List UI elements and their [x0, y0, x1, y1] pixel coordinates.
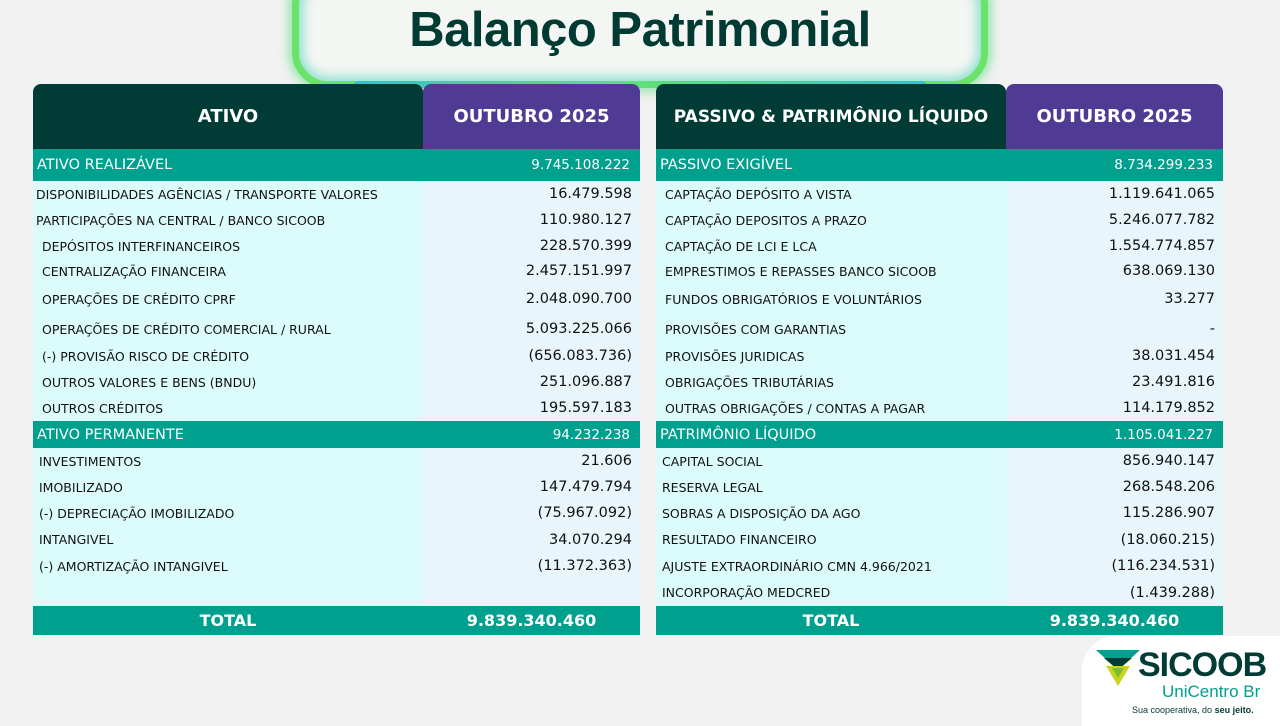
table-row	[33, 233, 640, 259]
liabilities-header-label: PASSIVO & PATRIMÔNIO LÍQUIDO	[656, 84, 1006, 149]
row-value: 38.031.454	[1008, 343, 1223, 369]
section-row	[656, 149, 1223, 181]
table-row	[33, 500, 640, 526]
assets-table	[33, 84, 640, 635]
table-row	[33, 448, 640, 474]
row-label: EMPRESTIMOS E REPASSES BANCO SICOOB	[656, 259, 1008, 283]
row-label: CAPTAÇÃO DEPOSITOS A PRAZO	[656, 207, 1008, 233]
row-label: FUNDOS OBRIGATÓRIOS E VOLUNTÁRIOS	[656, 283, 1008, 315]
row-value: 2.457.151.997	[425, 259, 640, 283]
table-row	[33, 395, 640, 421]
table-row	[656, 369, 1223, 395]
section-label: ATIVO PERMANENTE	[33, 421, 422, 448]
table-row	[656, 233, 1223, 259]
row-value: 251.096.887	[425, 369, 640, 395]
row-value: -	[1008, 315, 1223, 343]
row-value: 33.277	[1008, 283, 1223, 315]
table-row	[656, 259, 1223, 283]
assets-total-value: 9.839.340.460	[423, 606, 640, 635]
row-label: OUTRAS OBRIGAÇÕES / CONTAS A PAGAR	[656, 395, 1008, 421]
row-value: (75.967.092)	[424, 500, 640, 526]
table-row	[33, 474, 640, 500]
table-row	[33, 343, 640, 369]
row-label: OPERAÇÕES DE CRÉDITO CPRF	[33, 283, 425, 315]
row-label: DEPÓSITOS INTERFINANCEIROS	[33, 233, 425, 259]
row-value: (11.372.363)	[424, 553, 640, 579]
row-label: PROVISÕES JURIDICAS	[656, 343, 1008, 369]
row-label: CENTRALIZAÇÃO FINANCEIRA	[33, 259, 425, 283]
row-label: OBRIGAÇÕES TRIBUTÁRIAS	[656, 369, 1008, 395]
row-label: CAPTAÇÃO DEPÓSITO A VISTA	[656, 181, 1008, 207]
row-value: (18.060.215)	[1007, 526, 1223, 553]
logo-name: SICOOB	[1138, 646, 1267, 684]
table-row	[33, 207, 640, 233]
row-value: 21.606	[424, 448, 640, 474]
table-row	[656, 207, 1223, 233]
section-row	[656, 421, 1223, 448]
liabilities-header-period: OUTUBRO 2025	[1006, 84, 1223, 149]
assets-total-row	[33, 606, 640, 635]
row-value: 1.119.641.065	[1008, 181, 1223, 207]
row-value: (1.439.288)	[1007, 579, 1223, 606]
table-row	[656, 395, 1223, 421]
table-row	[656, 474, 1223, 500]
logo-tagline	[1132, 705, 1254, 715]
table-row	[656, 553, 1223, 579]
table-row	[33, 526, 640, 553]
row-label: SOBRAS A DISPOSIÇÃO DA AGO	[656, 500, 1007, 526]
table-row	[656, 579, 1223, 606]
row-label: CAPITAL SOCIAL	[656, 448, 1007, 474]
table-row	[33, 181, 640, 207]
table-row	[33, 553, 640, 579]
logo-subtitle: UniCentro Br	[1162, 682, 1261, 701]
row-label: (-) AMORTIZAÇÃO INTANGIVEL	[33, 553, 424, 579]
table-row	[33, 315, 640, 343]
table-row	[656, 526, 1223, 553]
logo-tagline-start: Sua cooperativa, do	[1132, 705, 1215, 715]
row-label: RESERVA LEGAL	[656, 474, 1007, 500]
table-row	[33, 283, 640, 315]
assets-total-label: TOTAL	[33, 606, 423, 635]
row-label: AJUSTE EXTRAORDINÁRIO CMN 4.966/2021	[656, 553, 1007, 579]
row-label: OPERAÇÕES DE CRÉDITO COMERCIAL / RURAL	[33, 315, 425, 343]
row-value: 1.554.774.857	[1008, 233, 1223, 259]
row-value: 856.940.147	[1007, 448, 1223, 474]
table-row	[656, 181, 1223, 207]
row-label: OUTROS VALORES E BENS (BNDU)	[33, 369, 425, 395]
table-row	[656, 448, 1223, 474]
row-value: 110.980.127	[423, 207, 640, 233]
row-value	[423, 579, 640, 606]
row-label: (-) DEPRECIAÇÃO IMOBILIZADO	[33, 500, 424, 526]
sicoob-logo-icon	[1096, 650, 1140, 688]
row-value: 34.070.294	[424, 526, 640, 553]
table-row	[33, 369, 640, 395]
row-value: 2.048.090.700	[425, 283, 640, 315]
row-value: 115.286.907	[1007, 500, 1223, 526]
assets-rows	[33, 149, 640, 606]
section-value: 94.232.238	[422, 421, 640, 448]
assets-header-period: OUTUBRO 2025	[423, 84, 640, 149]
liabilities-total-value: 9.839.340.460	[1006, 606, 1223, 635]
section-label: PATRIMÔNIO LÍQUIDO	[656, 421, 1005, 448]
row-label: INCORPORAÇÃO MEDCRED	[656, 579, 1007, 606]
table-row	[656, 283, 1223, 315]
row-label: OUTROS CRÉDITOS	[33, 395, 425, 421]
row-value: 5.093.225.066	[425, 315, 640, 343]
row-value: (116.234.531)	[1007, 553, 1223, 579]
row-value: (656.083.736)	[425, 343, 640, 369]
section-label: ATIVO REALIZÁVEL	[33, 149, 422, 181]
row-value: 228.570.399	[425, 233, 640, 259]
row-value: 5.246.077.782	[1008, 207, 1223, 233]
section-value: 9.745.108.222	[422, 149, 640, 181]
row-label: INVESTIMENTOS	[33, 448, 424, 474]
assets-header	[33, 84, 640, 149]
row-label: CAPTAÇÃO DE LCI E LCA	[656, 233, 1008, 259]
table-row	[33, 259, 640, 283]
table-row	[656, 500, 1223, 526]
liabilities-header	[656, 84, 1223, 149]
row-value: 23.491.816	[1008, 369, 1223, 395]
assets-header-label: ATIVO	[33, 84, 423, 149]
section-value: 8.734.299.233	[1005, 149, 1223, 181]
page-title: Balanço Patrimonial	[409, 3, 871, 57]
row-label: INTANGIVEL	[33, 526, 424, 553]
row-value: 147.479.794	[424, 474, 640, 500]
liabilities-rows	[656, 149, 1223, 606]
liabilities-total-label: TOTAL	[656, 606, 1006, 635]
row-value: 114.179.852	[1008, 395, 1223, 421]
section-label: PASSIVO EXIGÍVEL	[656, 149, 1005, 181]
row-label: PROVISÕES COM GARANTIAS	[656, 315, 1008, 343]
row-value: 268.548.206	[1007, 474, 1223, 500]
sicoob-logo	[1082, 636, 1280, 726]
section-row	[33, 421, 640, 448]
liabilities-table	[656, 84, 1223, 635]
section-value: 1.105.041.227	[1005, 421, 1223, 448]
table-row	[33, 579, 640, 606]
table-row	[656, 315, 1223, 343]
row-value: 195.597.183	[425, 395, 640, 421]
row-label	[33, 579, 423, 606]
row-value: 638.069.130	[1008, 259, 1223, 283]
row-label: DISPONIBILIDADES AGÊNCIAS / TRANSPORTE VALORES	[33, 181, 423, 207]
row-label: PARTICIPAÇÕES NA CENTRAL / BANCO SICOOB	[33, 207, 423, 233]
row-label: IMOBILIZADO	[33, 474, 424, 500]
liabilities-total-row	[656, 606, 1223, 635]
row-label: RESULTADO FINANCEIRO	[656, 526, 1007, 553]
section-row	[33, 149, 640, 181]
logo-tagline-bold: seu jeito.	[1214, 705, 1254, 715]
table-row	[656, 343, 1223, 369]
row-label: (-) PROVISÃO RISCO DE CRÉDITO	[33, 343, 425, 369]
row-value: 16.479.598	[423, 181, 640, 207]
